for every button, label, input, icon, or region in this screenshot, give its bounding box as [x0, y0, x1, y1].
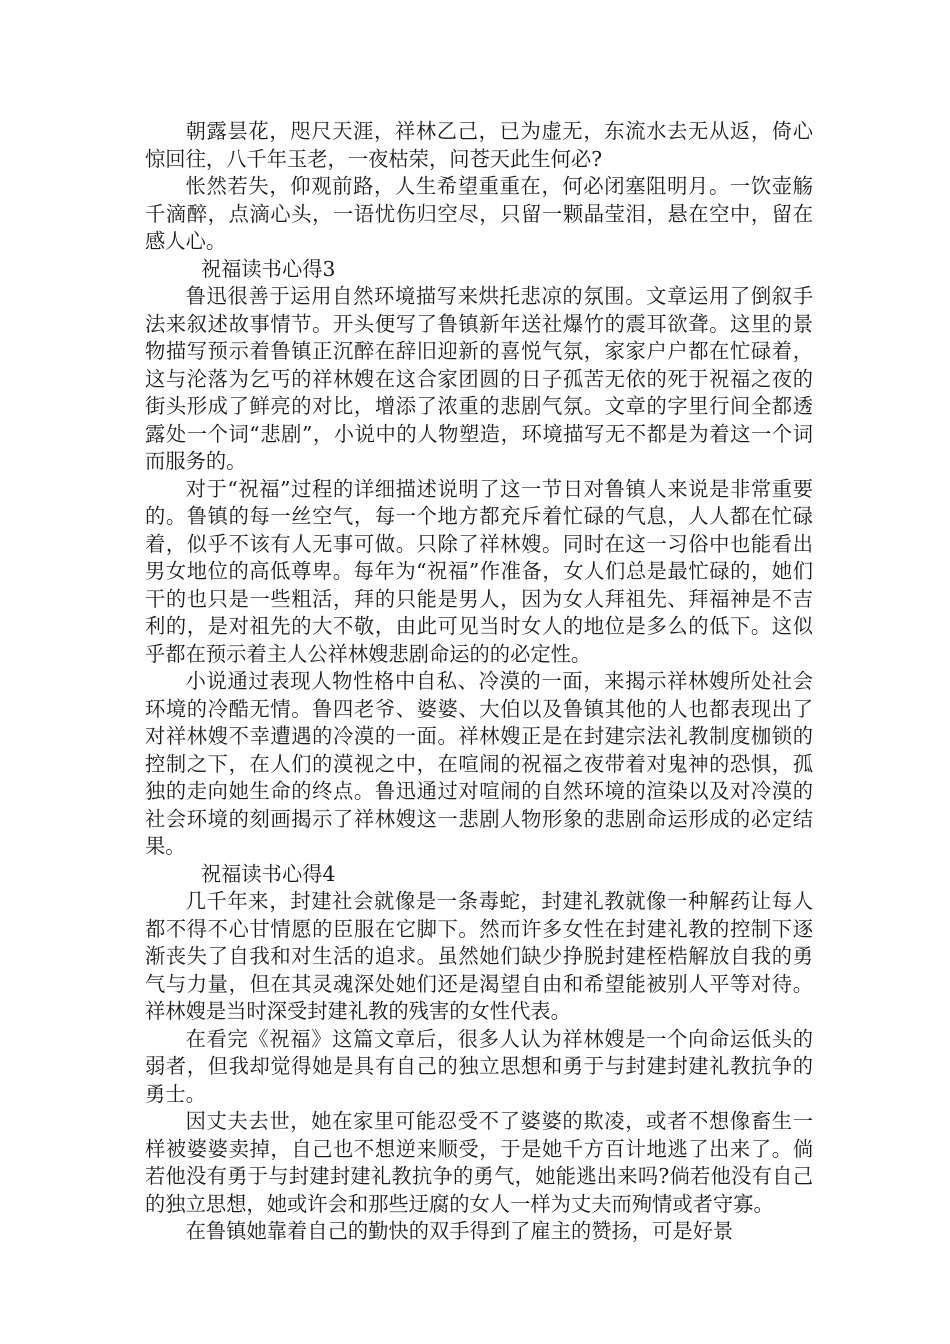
- paragraph-3: 鲁迅很善于运用自然环境描写来烘托悲凉的氛围。文章运用了倒叙手法来叙述故事情节。开头便写了鲁镇新年送社爆竹的震耳欲聋。这里的景物描写预示着鲁镇正沉醉在辞旧迎新的喜悦气氛，家家户户都在忙碌着，这与沦落为乞丐的祥林嫂在这合家团圆的日子孤苦无依的死于祝福之夜的街头形成了鲜亮的对比，增添了浓重的悲剧气氛。文章的字里行间全都透露处一个词“悲剧”，小说中的人物塑造，环境描写无不都是为着这一个词而服务的。: [145, 284, 813, 473]
- paragraph-9: 在鲁镇她靠着自己的勤快的双手得到了雇主的赞扬，可是好景: [185, 1219, 734, 1243]
- document-body: [145, 118, 813, 1246]
- paragraph-7: 在看完《祝福》这篇文章后，很多人认为祥林嫂是一个向命运低头的弱者，但我却觉得她是具有自己的独立思想和勇于与封建封建礼教抗争的勇士。: [145, 1026, 813, 1106]
- section-heading-3: 祝福读书心得3: [200, 256, 336, 281]
- paragraph-5: 小说通过表现人物性格中自私、冷漠的一面，来揭示祥林嫂所处社会环境的冷酷无情。鲁四老爷、婆婆、大伯以及鲁镇其他的人也都表现出了对祥林嫂不幸遭遇的冷漠的一面。祥林嫂正是在封建宗法礼教制度枷锁的控制之下，在人们的漠视之中，在喧闹的祝福之夜带着对鬼神的恐惧，孤独的走向她生命的终点。鲁迅通过对喧闹的自然环境的渲染以及对冷漠的社会环境的刻画揭示了祥林嫂这一悲剧人物形象的悲剧命运形成的必定结果。: [145, 669, 813, 858]
- paragraph-4: 对于“祝福”过程的详细描述说明了这一节日对鲁镇人来说是非常重要的。鲁镇的每一丝空气，每一个地方都充斥着忙碌的气息，人人都在忙碌着，似乎不该有人无事可做。只除了祥林嫂。同时在这一习俗中也能看出男女地位的高低尊卑。每年为“祝福”作准备，女人们总是最忙碌的，她们干的也只是一些粗活，拜的只能是男人，因为女人拜祖先、拜福神是不吉利的，是对祖先的大不敬，由此可见当时女人的地位是多么的低下。这似乎都在预示着主人公祥林嫂悲剧命运的的必定性。: [145, 476, 813, 666]
- paragraph-2: 怅然若失，仰观前路，人生希望重重在，何必闭塞阻明月。一饮壶觞千滴醉，点滴心头，一语忧伤归空尽，只留一颗晶莹泪，悬在空中，留在感人心。: [145, 174, 813, 253]
- paragraph-8: 因丈夫去世，她在家里可能忍受不了婆婆的欺凌，或者不想像畜生一样被婆婆卖掉，自己也不想逆来顺受，于是她千方百计地逃了出来了。倘若他没有勇于与封建封建礼教抗争的勇气，她能逃出来吗?倘若他没有自己的独立思想，她或许会和那些迂腐的女人一样为丈夫而殉情或者守寡。: [145, 1109, 813, 1216]
- paragraph-1: 朝露昙花，咫尺天涯，祥林乙己，已为虚无，东流水去无从返，倚心惊回往，八千年玉老，一夜枯荣，问苍天此生何必?: [145, 119, 813, 171]
- paragraph-6: 几千年来，封建社会就像是一条毒蛇，封建礼教就像一种解药让每人都不得不心甘情愿的臣服在它脚下。然而许多女性在封建礼教的控制下逐渐丧失了自我和对生活的追求。虽然她们缺少挣脱封建桎梏解放自我的勇气与力量，但在其灵魂深处她们还是渴望自由和希望能被别人平等对待。祥林嫂是当时深受封建礼教的残害的女性代表。: [145, 889, 813, 1023]
- section-heading-4: 祝福读书心得4: [200, 861, 336, 886]
